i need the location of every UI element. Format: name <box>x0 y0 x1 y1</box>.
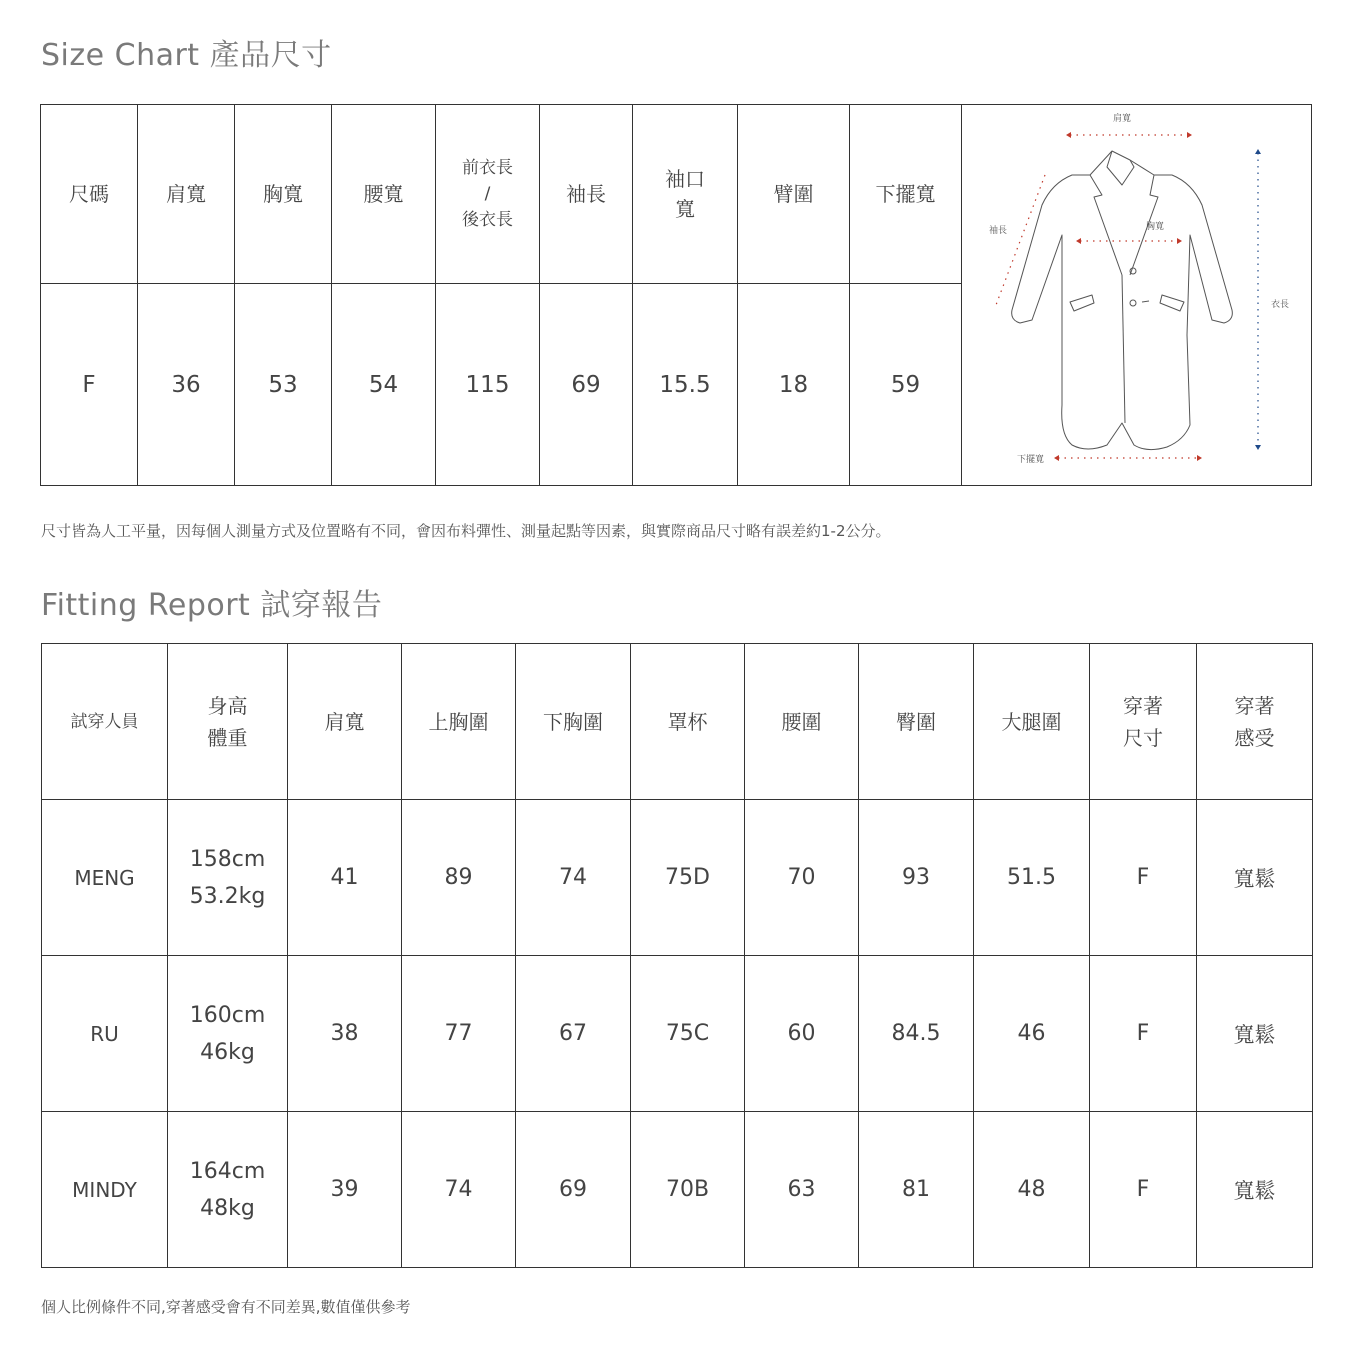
cell-height-weight <box>168 956 288 1112</box>
fitting-report-title: Fitting Report 試穿報告 <box>41 588 383 623</box>
cell-size: F <box>41 284 138 486</box>
header-lower-chest: 下胸圍 <box>516 644 631 800</box>
table-row <box>42 956 1313 1112</box>
cell-height: 164cm <box>189 1158 266 1184</box>
cell-waist: 63 <box>745 1112 859 1268</box>
cell-thigh: 51.5 <box>974 800 1090 956</box>
cell-thigh: 48 <box>974 1112 1090 1268</box>
cell-arm: 18 <box>738 284 850 486</box>
cell-worn-size: F <box>1090 956 1197 1112</box>
cell-waist: 54 <box>332 284 436 486</box>
diagram-label-shoulder: 肩寬 <box>1112 114 1132 124</box>
header-cup: 罩杯 <box>631 644 745 800</box>
cell-hip: 84.5 <box>859 956 974 1112</box>
header-upper-chest: 上胸圍 <box>402 644 516 800</box>
cell-hip: 93 <box>859 800 974 956</box>
cell-shoulder: 39 <box>288 1112 402 1268</box>
diagram-label-hem: 下擺寬 <box>1017 455 1045 465</box>
header-length <box>436 105 540 284</box>
diagram-label-sleeve: 袖長 <box>989 226 1008 236</box>
cell-lower-chest: 69 <box>516 1112 631 1268</box>
header-hem: 下擺寬 <box>850 105 962 284</box>
header-length-sep: / <box>484 184 491 204</box>
header-feel-l2: 感受 <box>1234 725 1275 750</box>
header-arm: 臂圍 <box>738 105 850 284</box>
cell-cuff: 15.5 <box>633 284 738 486</box>
cell-feel: 寬鬆 <box>1197 956 1313 1112</box>
cell-weight: 46kg <box>200 1039 255 1065</box>
size-chart-title: Size Chart 產品尺寸 <box>41 38 332 73</box>
header-chest: 胸寬 <box>235 105 332 284</box>
cell-worn-size: F <box>1090 800 1197 956</box>
cell-cup: 75D <box>631 800 745 956</box>
fitting-report-note: 個人比例條件不同,穿著感受會有不同差異,數值僅供參考 <box>41 1298 411 1316</box>
cell-hip: 81 <box>859 1112 974 1268</box>
cell-feel: 寬鬆 <box>1197 1112 1313 1268</box>
cell-shoulder: 36 <box>138 284 235 486</box>
cell-cup: 75C <box>631 956 745 1112</box>
cell-shoulder: 38 <box>288 956 402 1112</box>
header-feel <box>1197 644 1313 800</box>
cell-waist: 70 <box>745 800 859 956</box>
cell-thigh: 46 <box>974 956 1090 1112</box>
header-hip: 臀圍 <box>859 644 974 800</box>
cell-cup: 70B <box>631 1112 745 1268</box>
header-cuff <box>633 105 738 284</box>
header-worn-size-l1: 穿著 <box>1123 693 1163 718</box>
header-height-weight <box>168 644 288 800</box>
cell-height-weight <box>168 800 288 956</box>
cell-hem: 59 <box>850 284 962 486</box>
coat-diagram-svg <box>962 105 1312 486</box>
cell-length: 115 <box>436 284 540 486</box>
diagram-label-chest: 胸寬 <box>1146 222 1165 232</box>
header-feel-l1: 穿著 <box>1234 693 1275 718</box>
header-sleeve: 袖長 <box>540 105 633 284</box>
coat-diagram <box>962 105 1312 486</box>
diagram-label-length: 衣長 <box>1271 300 1290 310</box>
size-chart-table <box>40 104 1312 486</box>
header-shoulder: 肩寬 <box>138 105 235 284</box>
cell-weight: 48kg <box>200 1195 255 1221</box>
header-weight: 體重 <box>207 725 248 750</box>
fitting-header-row <box>42 644 1313 800</box>
header-worn-size <box>1090 644 1197 800</box>
cell-person: MINDY <box>42 1112 168 1268</box>
cell-sleeve: 69 <box>540 284 633 486</box>
cell-lower-chest: 74 <box>516 800 631 956</box>
header-height: 身高 <box>207 693 248 718</box>
cell-upper-chest: 77 <box>402 956 516 1112</box>
cell-lower-chest: 67 <box>516 956 631 1112</box>
size-chart-header-row <box>41 105 1312 284</box>
header-cuff-line2: 寬 <box>675 197 695 221</box>
header-length-front: 前衣長 <box>462 158 513 178</box>
cell-waist: 60 <box>745 956 859 1112</box>
header-cuff-line1: 袖口 <box>665 167 705 191</box>
cell-person: MENG <box>42 800 168 956</box>
cell-height-weight <box>168 1112 288 1268</box>
header-person: 試穿人員 <box>42 644 168 800</box>
cell-worn-size: F <box>1090 1112 1197 1268</box>
header-thigh: 大腿圍 <box>974 644 1090 800</box>
cell-person: RU <box>42 956 168 1112</box>
cell-height: 158cm <box>189 846 266 872</box>
cell-chest: 53 <box>235 284 332 486</box>
cell-weight: 53.2kg <box>189 883 266 909</box>
cell-feel: 寬鬆 <box>1197 800 1313 956</box>
header-waist: 腰寬 <box>332 105 436 284</box>
header-fit-shoulder: 肩寬 <box>288 644 402 800</box>
cell-shoulder: 41 <box>288 800 402 956</box>
header-fit-waist: 腰圍 <box>745 644 859 800</box>
header-worn-size-l2: 尺寸 <box>1123 725 1163 750</box>
header-size: 尺碼 <box>41 105 138 284</box>
cell-upper-chest: 74 <box>402 1112 516 1268</box>
cell-height: 160cm <box>189 1002 266 1028</box>
header-length-back: 後衣長 <box>462 210 513 230</box>
cell-upper-chest: 89 <box>402 800 516 956</box>
size-chart-note: 尺寸皆為人工平量，因每個人測量方式及位置略有不同，會因布料彈性、測量起點等因素，與實際商品尺寸略有誤差約1-2公分。 <box>41 522 891 540</box>
fitting-report-table <box>41 643 1313 1268</box>
table-row <box>42 1112 1313 1268</box>
table-row <box>42 800 1313 956</box>
